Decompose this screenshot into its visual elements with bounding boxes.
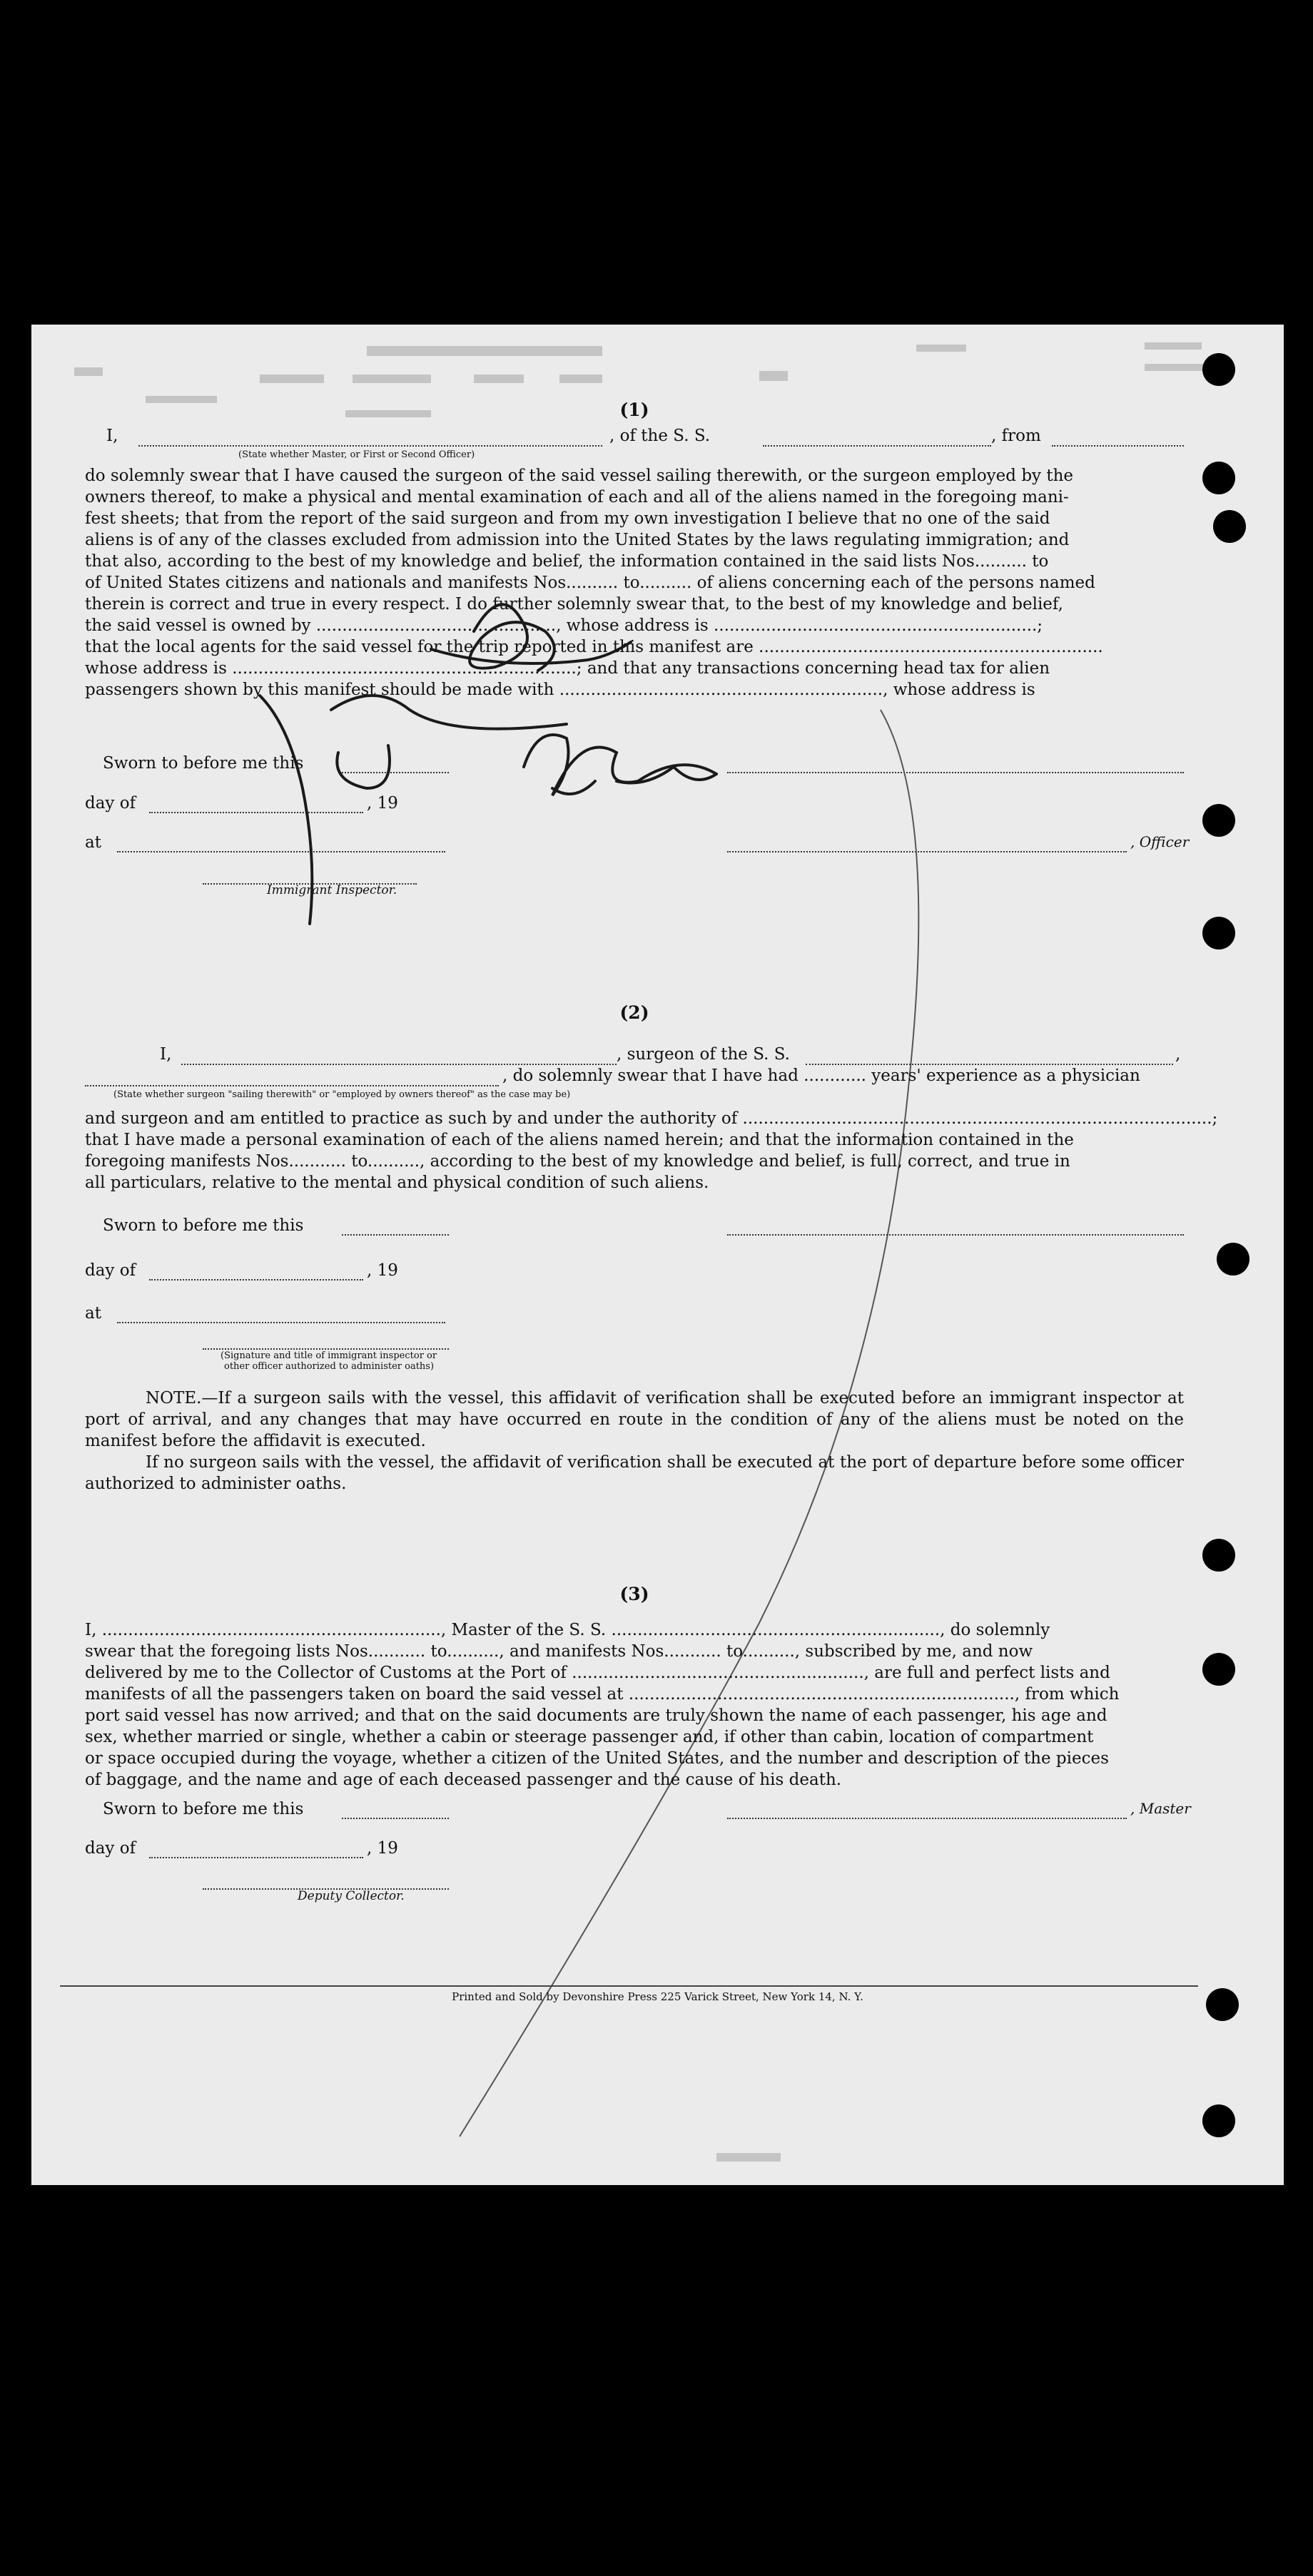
master-signature-field[interactable]: [727, 1816, 1127, 1819]
binder-hole: [1202, 353, 1235, 386]
day-of-label: day of: [85, 1839, 136, 1858]
text-line: therein is correct and true in every respect. I do further solemnly swear that, to the best of my knowledge and belief,: [85, 595, 1063, 614]
binder-hole: [1202, 1653, 1235, 1686]
i-label: I,: [106, 427, 118, 445]
day-of-label: day of: [85, 794, 136, 813]
section-number: (3): [619, 1584, 649, 1604]
text-line: foregoing manifests Nos........... to.........., according to the best of my knowledge and belief, is full, correct, and true in: [85, 1152, 1070, 1171]
inspector-label: Immigrant Inspector.: [267, 883, 397, 897]
surgeon-ship-label: , surgeon of the S. S.: [617, 1045, 790, 1064]
text-line: fest sheets; that from the report of the said surgeon and from my own investigation I believe that no one of the said: [85, 509, 1050, 528]
rank-note: (State whether Master, or First or Second Officer): [238, 449, 475, 460]
from-label: , from: [991, 427, 1041, 445]
binder-hole: [1202, 804, 1235, 837]
signature-line: [203, 1347, 449, 1350]
section-number: (1): [619, 399, 649, 420]
text-line: do solemnly swear that I have caused the surgeon of the said vessel sailing therewith, or the surgeon employed by the: [85, 467, 1074, 485]
bleed-through-bottom: [716, 2147, 802, 2169]
text-line: that I have made a personal examination of each of the aliens named herein; and that the information contained in the: [85, 1131, 1074, 1149]
text-line: port said vessel has now arrived; and that on the said documents are truly shown the name of each passenger, his age and: [85, 1706, 1107, 1725]
text-line: whose address is ..................................................................; and that any transactions concerning head tax for alien: [85, 659, 1050, 678]
note-paragraph: NOTE.—If a surgeon sails with the vessel, this affidavit of verification shall be executed before an immigrant inspector at port of arrival, and any changes that may have occurred en route in the condition of any of the aliens must be noted on the manifest before the affidavit is executed.: [85, 1389, 1184, 1450]
day-field[interactable]: [149, 1278, 363, 1281]
text-line: that the local agents for the said vessel for the trip reported in this manifest are ..................................................................: [85, 638, 1103, 656]
binder-hole: [1202, 2104, 1235, 2137]
binder-hole: [1202, 917, 1235, 950]
ship-label: , of the S. S.: [609, 427, 711, 445]
note-paragraph-2: If no surgeon sails with the vessel, the affidavit of verification shall be executed at the port of departure before some officer authorized to administer oaths.: [85, 1453, 1184, 1493]
sworn-label: Sworn to before me this: [103, 1800, 304, 1818]
text-line: that also, according to the best of my knowledge and belief, the information contained in the said lists Nos.......... to: [85, 552, 1049, 571]
text-line: or space occupied during the voyage, whether a citizen of the United States, and the number and description of the pieces: [85, 1749, 1109, 1768]
master-label: , Master: [1130, 1800, 1191, 1817]
at-field[interactable]: [117, 1320, 445, 1323]
text-line: of United States citizens and nationals and manifests Nos.......... to.......... of aliens concerning each of the persons named: [85, 574, 1095, 592]
surgeon-status-field[interactable]: [85, 1084, 499, 1086]
text-line: I, ................................................................., Master of the S. S. ..............................................................., do solemnly: [85, 1621, 1050, 1639]
at-label: at: [85, 833, 101, 852]
text-line: manifests of all the passengers taken on board the said vessel at .........................................................................., from which: [85, 1685, 1120, 1704]
text-line: of baggage, and the name and age of each deceased passenger and the cause of his death.: [85, 1771, 842, 1789]
binder-hole: [1202, 1539, 1235, 1572]
binder-hole: [1202, 462, 1235, 494]
text-line: owners thereof, to make a physical and mental examination of each and all of the aliens named in the foregoing mani-: [85, 488, 1069, 506]
text-line: passengers shown by this manifest should be made with .............................................................., whose address is: [85, 681, 1035, 699]
officer-label: , Officer: [1130, 833, 1190, 850]
binder-hole: [1217, 1243, 1249, 1276]
surgeon-status-note: (State whether surgeon "sailing therewith" or "employed by owners thereof" as the case may be): [113, 1089, 571, 1100]
text-line: all particulars, relative to the mental and physical condition of such aliens.: [85, 1174, 709, 1192]
deputy-label: Deputy Collector.: [298, 1889, 405, 1903]
experience-line: , do solemnly swear that I have had ............ years' experience as a physician: [502, 1066, 1140, 1085]
i-label: I,: [160, 1045, 172, 1064]
year-label: , 19: [367, 1261, 398, 1280]
printer-imprint: Printed and Sold by Devonshire Press 225 Varick Street, New York 14, N. Y.: [452, 1990, 863, 2003]
binder-hole: [1206, 1988, 1239, 2021]
binder-hole: [1213, 510, 1246, 543]
year-label: , 19: [367, 794, 398, 813]
text-line: and surgeon and am entitled to practice as such by and under the authority of ..........................................................................................;: [85, 1109, 1218, 1128]
at-label: at: [85, 1304, 101, 1323]
comma: ,: [1175, 1045, 1181, 1064]
day-field[interactable]: [149, 1855, 363, 1858]
year-label: , 19: [367, 1839, 398, 1858]
day-of-label: day of: [85, 1261, 136, 1280]
signature-note-1: (Signature and title of immigrant inspector or: [220, 1350, 437, 1361]
footer-rule: [60, 1985, 1198, 1987]
signature-note-2: other officer authorized to administer oaths): [224, 1361, 435, 1372]
document-page: [31, 325, 1284, 2185]
text-line: aliens is of any of the classes excluded from admission into the United States by the laws regulating immigration; and: [85, 531, 1070, 549]
text-line: delivered by me to the Collector of Customs at the Port of ........................................................, are full and perfect lists and: [85, 1664, 1110, 1682]
text-line: sex, whether married or single, whether a cabin or steerage passenger and, if other than cabin, location of compartment: [85, 1728, 1094, 1746]
surgeon-ship-field[interactable]: [806, 1062, 1173, 1065]
surgeon-name-field[interactable]: [181, 1062, 617, 1065]
text-line: the said vessel is owned by .............................................., whose address is ..............................................................;: [85, 616, 1043, 635]
surgeon-signature-field[interactable]: [727, 1233, 1184, 1236]
text-line: swear that the foregoing lists Nos........... to.........., and manifests Nos........... to.........., subscribed by me, and now: [85, 1642, 1033, 1661]
sworn-label: Sworn to before me this: [103, 754, 304, 773]
sworn-date-field[interactable]: [342, 1816, 449, 1819]
affidavit-master-arrival: [85, 1584, 1191, 2083]
sworn-label: Sworn to before me this: [103, 1216, 304, 1235]
sworn-date-field[interactable]: [342, 1233, 449, 1236]
section-number: (2): [619, 1002, 649, 1023]
